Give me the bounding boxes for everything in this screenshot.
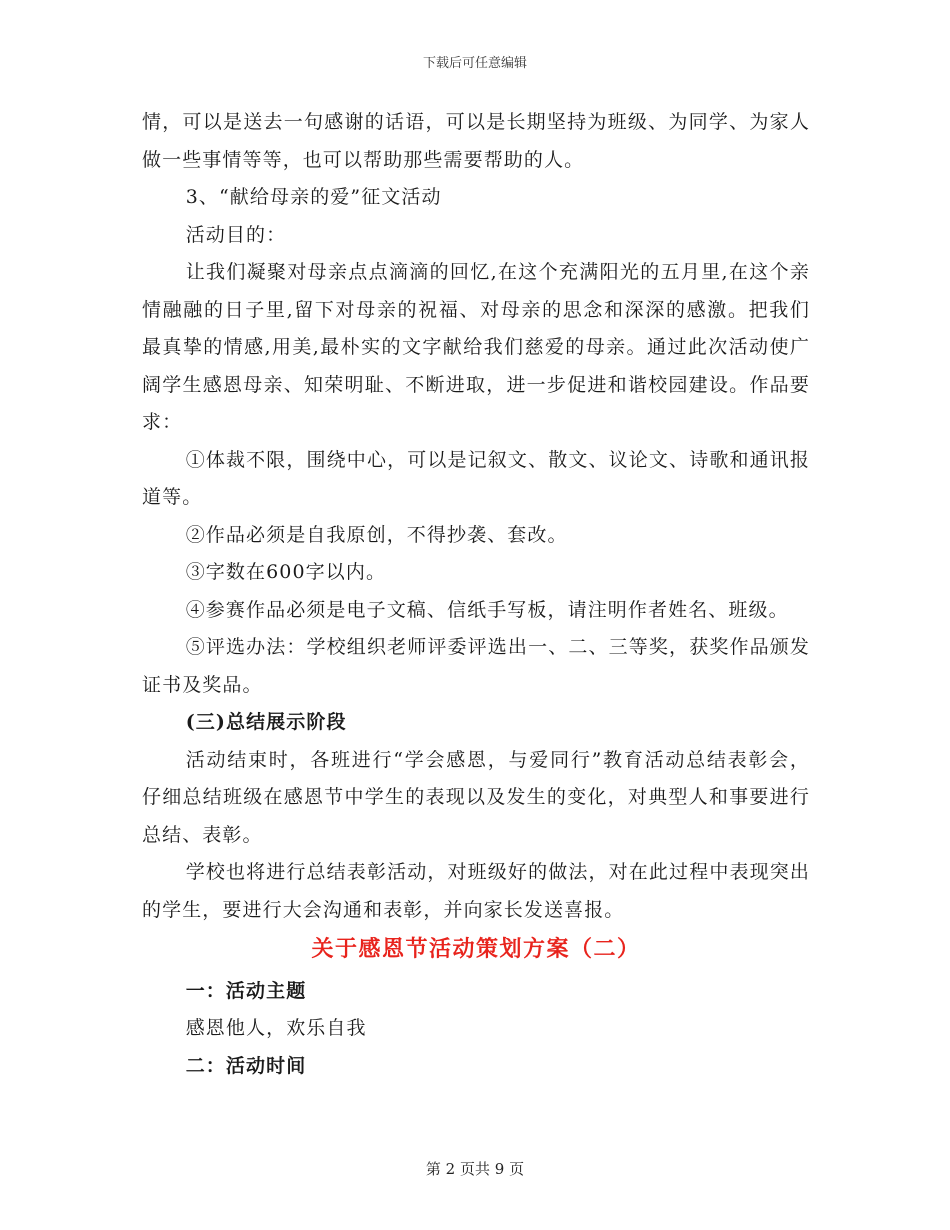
paragraph: 活动目的： [185,223,287,246]
paragraph: 活动结束时，各班进行“学会感恩，与爱同行”教育活动总结表彰会，仔细总结班级在感恩节中学生的表现以及发生的变化，对典型人和事要进行总结、表彰。 [142,748,810,846]
document-title: 关于感恩节活动策划方案（二） [311,936,641,962]
document-body [142,104,810,1085]
paragraph: 情，可以是送去一句感谢的话语，可以是长期坚持为班级、为同学、为家人做一些事情等等，也可以帮助那些需要帮助的人。 [142,111,810,171]
section-heading-time: 二：活动时间 [185,1054,307,1077]
list-item: ①体裁不限，围绕中心，可以是记叙文、散文、议论文、诗歌和通讯报道等。 [142,448,810,508]
paragraph: 让我们凝聚对母亲点点滴滴的回忆,在这个充满阳光的五月里,在这个亲情融融的日子里,留下对母亲的祝福、对母亲的思念和深深的感激。把我们最真挚的情感,用美,最朴实的文字献给我们慈爱的母亲。通过此次活动使广阔学生感恩母亲、知荣明耻、不断进取，进一步促进和谐校园建设。作品要求： [142,261,810,433]
list-item: ②作品必须是自我原创，不得抄袭、套改。 [185,523,568,546]
list-item: ④参赛作品必须是电子文稿、信纸手写板，请注明作者姓名、班级。 [185,598,789,621]
section-heading-theme: 一：活动主题 [185,979,307,1002]
page-header: 下载后可任意编辑 [422,56,527,71]
paragraph: 学校也将进行总结表彰活动，对班级好的做法，对在此过程中表现突出的学生，要进行大会沟通和表彰，并向家长发送喜报。 [142,861,810,921]
paragraph: 感恩他人，欢乐自我 [185,1017,367,1039]
section-heading-summary-stage: (三)总结展示阶段 [185,711,347,733]
list-item: ③字数在600字以内。 [185,561,387,583]
page-footer: 第 2 页共 9 页 [425,1160,525,1178]
section-heading-essay-activity: 3、“献给母亲的爱”征文活动 [185,186,442,208]
list-item: ⑤评选办法：学校组织老师评委评选出一、二、三等奖，获奖作品颁发证书及奖品。 [142,636,810,696]
